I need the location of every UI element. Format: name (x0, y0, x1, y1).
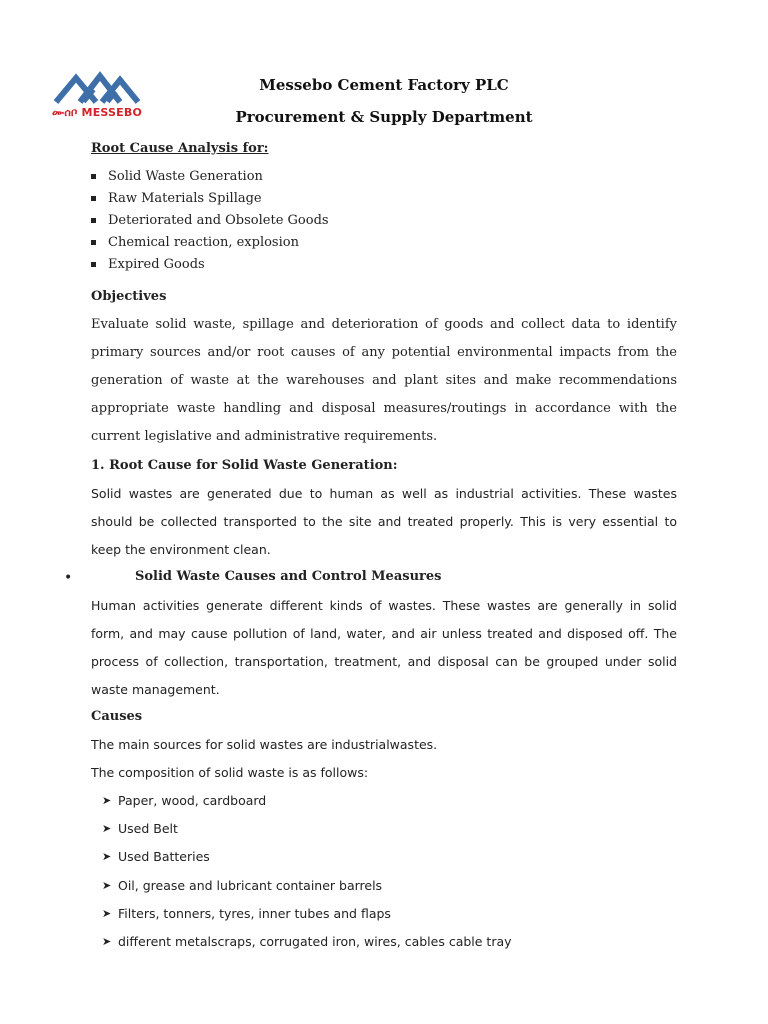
list-item: ➤ Used Batteries (102, 843, 512, 871)
objectives-text: Evaluate solid waste, spillage and deterioration of goods and collect data to identify primary sources and/or root causes of any potential environmental impacts from the generation of waste at the warehouses and plant sites and make recommendations appropriate waste handling and disposal measures/routings in accordance with the current legislative and administrative requirements. (91, 317, 677, 444)
waste-composition-list (102, 787, 512, 956)
list-item: Chemical reaction, explosion (91, 232, 329, 254)
list-item: ➤ Paper, wood, cardboard (102, 787, 512, 815)
control-text: Human activities generate different kinds of wastes. These wastes are generally in solid form, and may cause pollution of land, water, and air unless treated and disposed off. The process of collection, transportation, treatment, and disposal can be grouped under solid waste management. (91, 598, 677, 697)
company-name: Messebo Cement Factory PLC (259, 76, 509, 94)
arrow-bullet-icon: ➤ (102, 935, 112, 949)
square-bullet-icon (91, 196, 96, 201)
logo-wordmark: ሙሰቦ MESSEBO (52, 106, 143, 119)
square-bullet-icon (91, 174, 96, 179)
square-bullet-icon (91, 262, 96, 267)
list-item: ➤ different metalscraps, corrugated iron, wires, cables cable tray (102, 928, 512, 956)
causes-line-2: The composition of solid waste is as follows: (91, 765, 369, 780)
causes-heading: Causes (91, 709, 143, 724)
rca-list (91, 166, 329, 276)
arrow-bullet-icon: ➤ (102, 850, 112, 864)
square-bullet-icon (91, 240, 96, 245)
list-item: ➤ Filters, tonners, tyres, inner tubes and flaps (102, 900, 512, 928)
list-item: Solid Waste Generation (91, 166, 329, 188)
control-heading: Solid Waste Causes and Control Measures (135, 569, 442, 584)
round-bullet-icon: • (64, 570, 73, 586)
list-item: ➤ Used Belt (102, 815, 512, 843)
list-item: ➤ Oil, grease and lubricant container barrels (102, 872, 512, 900)
rca-title: Root Cause Analysis for: (91, 141, 269, 156)
causes-line-1: The main sources for solid wastes are industrialwastes. (91, 737, 438, 752)
department-name: Procurement & Supply Department (235, 108, 533, 126)
list-item: Deteriorated and Obsolete Goods (91, 210, 329, 232)
list-item: Expired Goods (91, 254, 329, 276)
square-bullet-icon (91, 218, 96, 223)
list-item: Raw Materials Spillage (91, 188, 329, 210)
arrow-bullet-icon: ➤ (102, 906, 112, 920)
section1-text: Solid wastes are generated due to human as well as industrial activities. These wastes should be collected transported to the site and treated properly. This is very essential to keep the environment clean. (91, 486, 677, 557)
arrow-bullet-icon: ➤ (102, 794, 112, 807)
arrow-bullet-icon: ➤ (102, 822, 112, 836)
objectives-heading: Objectives (91, 289, 167, 304)
arrow-bullet-icon: ➤ (102, 878, 112, 892)
section1-heading: 1. Root Cause for Solid Waste Generation: (91, 458, 398, 473)
